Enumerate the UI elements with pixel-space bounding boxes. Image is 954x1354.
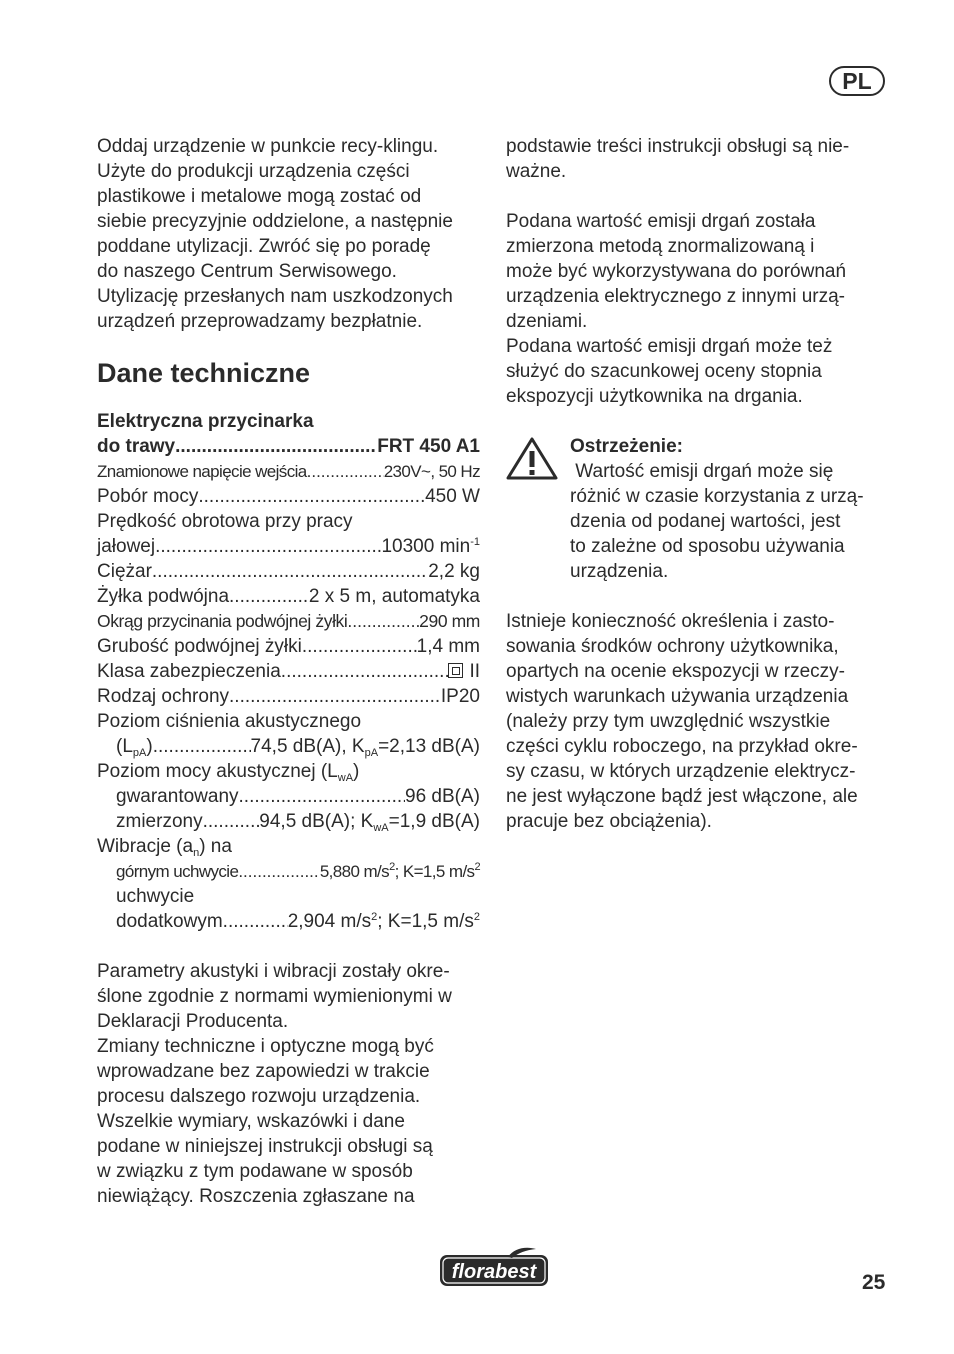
footer-line: Deklaracji Producenta.	[97, 1011, 289, 1032]
spec-label: zmierzony	[116, 811, 203, 832]
intro-line: siebie precyzyjnie oddzielone, a następnie	[97, 211, 453, 232]
spec-label: Żyłka podwójna	[97, 586, 230, 607]
body-line: dzeniami.	[506, 311, 588, 332]
spec-label-text: ) na	[199, 836, 232, 857]
spec-label: gwarantowany	[116, 786, 239, 807]
warning-line: to zależne od sposobu używania	[570, 536, 845, 557]
superscript: 2	[473, 911, 480, 923]
warning-line: Wartość emisji drgań może się	[570, 461, 834, 482]
superscript: 2	[474, 861, 480, 873]
leader-dots	[229, 584, 309, 609]
leader-dots	[302, 634, 417, 659]
spec-label-text: )	[353, 761, 360, 782]
body-line: części cyklu roboczego, na przykład okre-	[506, 736, 858, 757]
page-number: 25	[862, 1271, 886, 1294]
warning-title: Ostrzeżenie:	[570, 436, 683, 457]
spec-value-text: 94,5 dB(A); K	[259, 811, 374, 832]
spec-row-class	[97, 659, 480, 684]
symbol-text: (L	[116, 736, 133, 757]
warning-line: dzenia od podanej wartości, jest	[570, 511, 841, 532]
footer-line: podane w niniejszej instrukcji obsługi są	[97, 1136, 433, 1157]
leader-dots	[175, 434, 377, 459]
spec-value	[288, 909, 480, 934]
spec-value-text: =1,9 dB(A)	[388, 811, 480, 832]
leader-dots	[307, 459, 384, 484]
body-line: ne jest wyłączone bądź jest włączone, ale	[506, 786, 858, 807]
spacer	[506, 584, 891, 609]
spec-label	[97, 759, 480, 784]
spec-value	[251, 734, 480, 759]
right-column	[506, 134, 891, 834]
spacer	[506, 409, 891, 434]
body-line: Istnieje konieczność określenia i zasto-	[506, 611, 835, 632]
subscript: n	[193, 847, 200, 859]
body-line: sy czasu, w których urządzenie elektrycz-	[506, 761, 856, 782]
spec-value: 2 x 5 m, automatyka	[308, 586, 480, 607]
spec-row-aux-handle	[97, 909, 480, 934]
spec-label: Poziom ciśnienia akustycznego	[97, 711, 362, 732]
intro-line: urządzeń przeprowadzamy bezpłatnie.	[97, 311, 423, 332]
spec-label: Pobór mocy	[97, 486, 199, 507]
spec-label	[116, 734, 153, 759]
florabest-logo	[438, 1246, 550, 1288]
body-line: może być wykorzystywana do porównań	[506, 261, 847, 282]
intro-line: do naszego Centrum Serwisowego.	[97, 261, 397, 282]
leader-dots	[281, 659, 449, 684]
spacer	[97, 934, 480, 959]
symbol-text: )	[146, 736, 153, 757]
section-heading: Dane techniczne	[97, 358, 311, 388]
leader-dots	[223, 909, 288, 934]
spec-row-line	[97, 584, 480, 609]
spec-row-weight	[97, 559, 480, 584]
spec-value-text: 2,904 m/s	[287, 911, 372, 932]
spec-label: Okrąg przycinania podwójnej żyłki	[97, 611, 348, 631]
logo-text: florabest	[451, 1261, 537, 1283]
spec-row-upper-handle	[97, 859, 480, 884]
footer-line: w związku z tym podawane w sposób	[97, 1161, 413, 1182]
subscript: wA	[337, 772, 354, 784]
superscript: 2	[389, 861, 395, 873]
unit-superscript: -1	[470, 536, 480, 548]
spec-value: IP20	[440, 686, 480, 707]
spec-label: jałowej	[97, 536, 156, 557]
footer-line: Parametry akustyki i wibracji zostały okre-	[97, 961, 450, 982]
footer-line: wprowadzane bez zapowiedzi w trakcie	[97, 1061, 430, 1082]
body-line: wistych warunkach używania urządzenia	[506, 686, 849, 707]
spec-label: Ciężar	[97, 561, 152, 582]
body-line: służyć do szacunkowej oceny stopnia	[506, 361, 822, 382]
body-line: Podana wartość emisji drgań może też	[506, 336, 833, 357]
spec-value: 450 W	[425, 486, 480, 507]
spec-value	[448, 659, 480, 684]
spec-row-voltage	[97, 459, 480, 484]
spec-row-thickness	[97, 634, 480, 659]
superscript: 2	[371, 911, 378, 923]
product-model: FRT 450 A1	[377, 436, 480, 457]
warning-line: różnić w czasie korzystania z urzą-	[570, 486, 864, 507]
body-line: urządzenia elektrycznego z innymi urzą-	[506, 286, 845, 307]
spec-value: 2,2 kg	[428, 561, 480, 582]
footer-line: ślone zgodnie z normami wymienionymi w	[97, 986, 452, 1007]
body-line: ekspozycji użytkownika na drgania.	[506, 386, 803, 407]
leader-dots	[153, 734, 251, 759]
product-model-row	[97, 434, 480, 459]
spec-label: Grubość podwójnej żyłki	[97, 636, 302, 657]
body-line: (należy przy tym uwzględnić wszystkie	[506, 711, 831, 732]
class-ii-double-insulation-icon	[448, 663, 463, 678]
warning-line: urządzenia.	[570, 561, 669, 582]
footer-line: Zmiany techniczne i optyczne mogą być	[97, 1036, 434, 1057]
spec-label: Rodzaj ochrony	[97, 686, 230, 707]
spec-value-text: 74,5 dB(A), K	[250, 736, 365, 757]
leader-dots	[198, 484, 425, 509]
warning-triangle-icon	[506, 434, 570, 584]
subscript: pA	[364, 747, 379, 759]
spec-value: 230V~, 50 Hz	[383, 462, 480, 481]
spec-label	[97, 834, 480, 859]
spacer	[506, 184, 891, 209]
spec-value-text: 10300 min	[381, 536, 471, 557]
product-label: do trawy	[97, 436, 176, 457]
body-line: ważne.	[506, 161, 567, 182]
warning-text	[570, 434, 891, 584]
spec-value-text: =2,13 dB(A)	[378, 736, 480, 757]
body-line: zmierzona metodą znormalizowaną i	[506, 236, 815, 257]
body-line: sowania środków ochrony użytkownika,	[506, 636, 839, 657]
spec-row-protection	[97, 684, 480, 709]
footer-line: Wszelkie wymiary, wskazówki i dane	[97, 1111, 405, 1132]
body-line: podstawie treści instrukcji obsługi są nie-	[506, 136, 850, 157]
body-line: opartych na ocenie ekspozycji w rzeczy-	[506, 661, 845, 682]
spec-label: dodatkowym	[116, 911, 223, 932]
spec-row-guaranteed	[97, 784, 480, 809]
spec-value-text: II	[469, 661, 480, 682]
spec-row-cut	[97, 609, 480, 634]
leader-dots	[239, 784, 405, 809]
intro-line: Użyte do produkcji urządzenia części	[97, 161, 410, 182]
intro-line: Utylizację przesłanych nam uszkodzonych	[97, 286, 453, 307]
leader-dots	[229, 684, 441, 709]
leader-dots	[238, 859, 320, 884]
intro-line: Oddaj urządzenie w punkcie recy-klingu.	[97, 136, 439, 157]
body-line: Podana wartość emisji drgań została	[506, 211, 816, 232]
intro-line: plastikowe i metalowe mogą zostać od	[97, 186, 422, 207]
warning-box	[506, 434, 891, 584]
spec-label-text: Poziom mocy akustycznej (L	[97, 761, 338, 782]
spec-row-power	[97, 484, 480, 509]
intro-line: poddane utylizacji. Zwróć się po poradę	[97, 236, 431, 257]
left-column	[97, 134, 480, 1209]
spec-value	[320, 859, 480, 884]
spec-value: 1,4 mm	[416, 636, 480, 657]
spec-label: Klasa zabezpieczenia	[97, 661, 281, 682]
language-badge: PL	[829, 66, 885, 96]
footer-line: procesu dalszego rozwoju urządzenia.	[97, 1086, 421, 1107]
spec-label: Znamionowe napięcie wejścia	[97, 462, 307, 481]
leader-dots	[152, 559, 428, 584]
spec-row-pressure	[97, 734, 480, 759]
spec-row-measured	[97, 809, 480, 834]
spec-value	[259, 809, 480, 834]
spec-value	[381, 534, 480, 559]
spec-label: Prędkość obrotowa przy pracy	[97, 511, 353, 532]
body-line: pracuje bez obciążenia).	[506, 811, 712, 832]
spec-label-text: Wibracje (a	[97, 836, 194, 857]
spec-row-speed	[97, 534, 480, 559]
leader-dots	[203, 809, 260, 834]
leader-dots	[347, 609, 419, 634]
spec-value: 290 mm	[419, 611, 480, 631]
subscript: pA	[132, 747, 147, 759]
subscript: wA	[373, 822, 389, 834]
spec-label: górnym uchwycie	[116, 862, 239, 881]
spec-value-text: ; K=1,5 m/s	[377, 911, 474, 932]
leader-dots	[155, 534, 381, 559]
product-name: Elektryczna przycinarka	[97, 411, 314, 432]
footer-line: niewiążący. Roszczenia zgłaszane na	[97, 1186, 415, 1207]
spec-label: uchwycie	[116, 886, 195, 907]
spec-value: 96 dB(A)	[405, 786, 480, 807]
spec-value-text: 5,880 m/s	[319, 862, 390, 881]
spec-value-text: ; K=1,5 m/s	[394, 862, 475, 881]
